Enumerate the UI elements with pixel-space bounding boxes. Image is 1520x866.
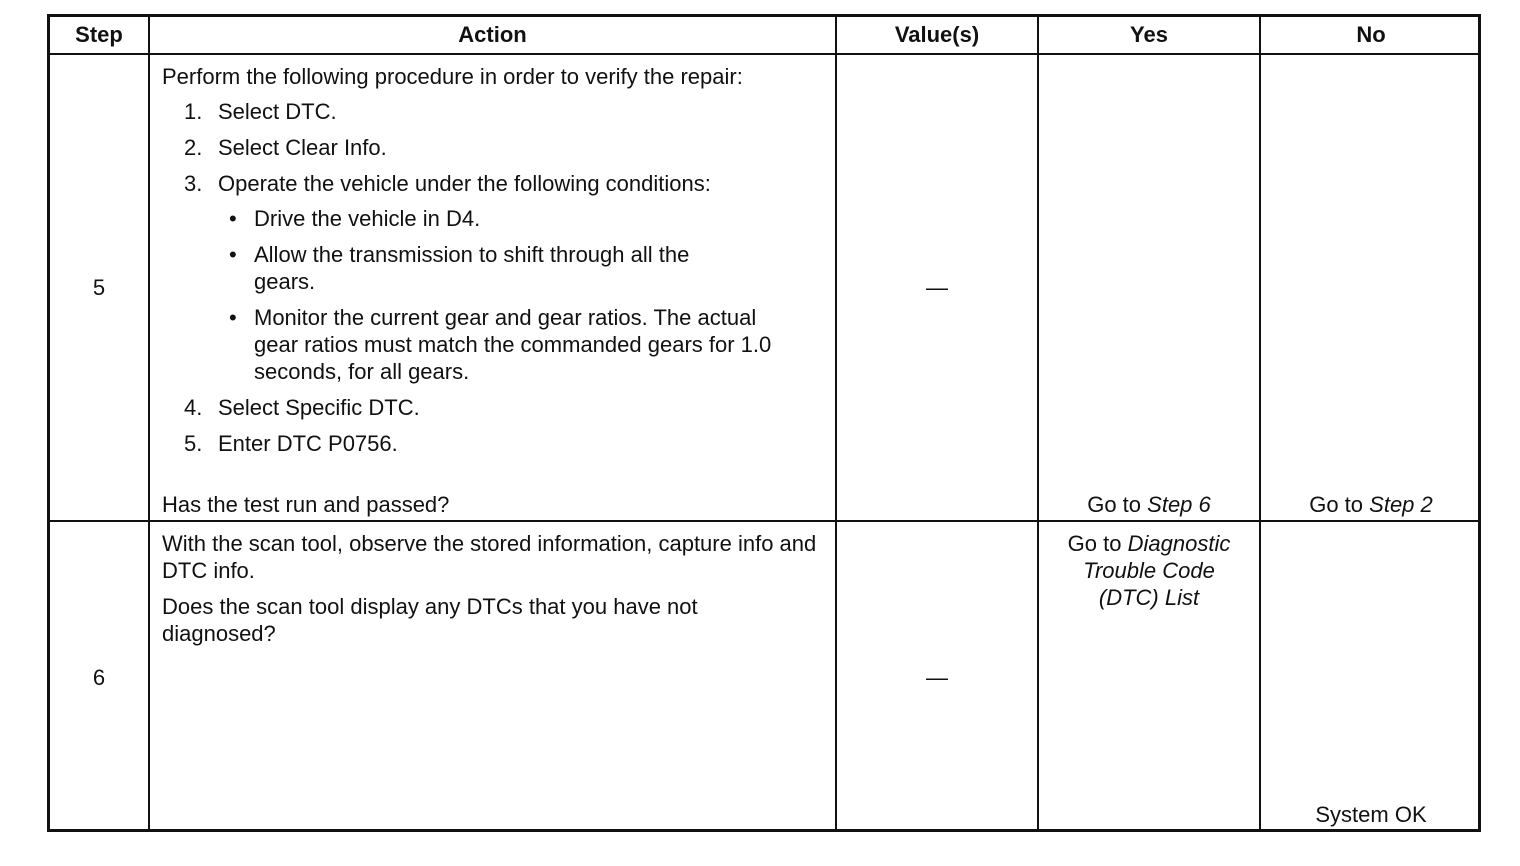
step-number: 5 (92, 275, 106, 300)
dtc-list-link[interactable]: Diagnostic Trouble Code (DTC) List (1083, 531, 1231, 610)
action-question: Has the test run and passed? (162, 492, 450, 517)
procedure-list (162, 98, 825, 457)
list-item: 4. Select Specific DTC. (184, 395, 420, 420)
list-item: • Allow the transmission to shift through all the gears. (229, 242, 690, 294)
value-cell: — (926, 275, 948, 300)
column-divider (1259, 17, 1261, 829)
header-action: Action (458, 22, 527, 47)
no-cell: System OK (1315, 802, 1427, 827)
header-yes: Yes (1130, 22, 1168, 47)
diagnostic-table (47, 14, 1481, 832)
list-item: • Drive the vehicle in D4. (229, 206, 481, 231)
value-cell: — (926, 664, 948, 690)
step-number: 6 (92, 664, 106, 690)
no-cell: Go to Step 2 (1309, 492, 1433, 517)
header-values: Value(s) (894, 22, 980, 47)
action-cell (150, 55, 835, 520)
action-cell (150, 522, 835, 832)
list-item: 1. Select DTC. (184, 99, 337, 124)
column-divider (1037, 17, 1039, 829)
list-item: 3. Operate the vehicle under the following conditions: • Drive the vehicle in D4. • Allow the transmission to shift through all the gears. • Monitor the current gear and gear ratios. The actual gear ratios must match the commanded gears for 1.0 seconds, for all gears. (162, 170, 825, 385)
list-item: 2. Select Clear Info. (184, 135, 387, 160)
list-item: 5. Enter DTC P0756. (184, 431, 398, 456)
header-no: No (1356, 22, 1386, 47)
action-question: Does the scan tool display any DTCs that you have not diagnosed? (162, 594, 698, 646)
yes-cell: Go to Diagnostic Trouble Code (DTC) List (1067, 531, 1231, 610)
action-intro: With the scan tool, observe the stored information, capture info and DTC info. (162, 531, 817, 583)
list-item: • Monitor the current gear and gear ratios. The actual gear ratios must match the commanded gears for 1.0 seconds, for all gears. (229, 305, 772, 384)
yes-cell: Go to Step 6 (1087, 492, 1211, 517)
condition-list (218, 205, 825, 385)
step-link[interactable]: Step 6 (1147, 492, 1211, 517)
step-link[interactable]: Step 2 (1369, 492, 1433, 517)
header-step: Step (75, 22, 123, 47)
action-intro: Perform the following procedure in order to verify the repair: (162, 64, 743, 89)
